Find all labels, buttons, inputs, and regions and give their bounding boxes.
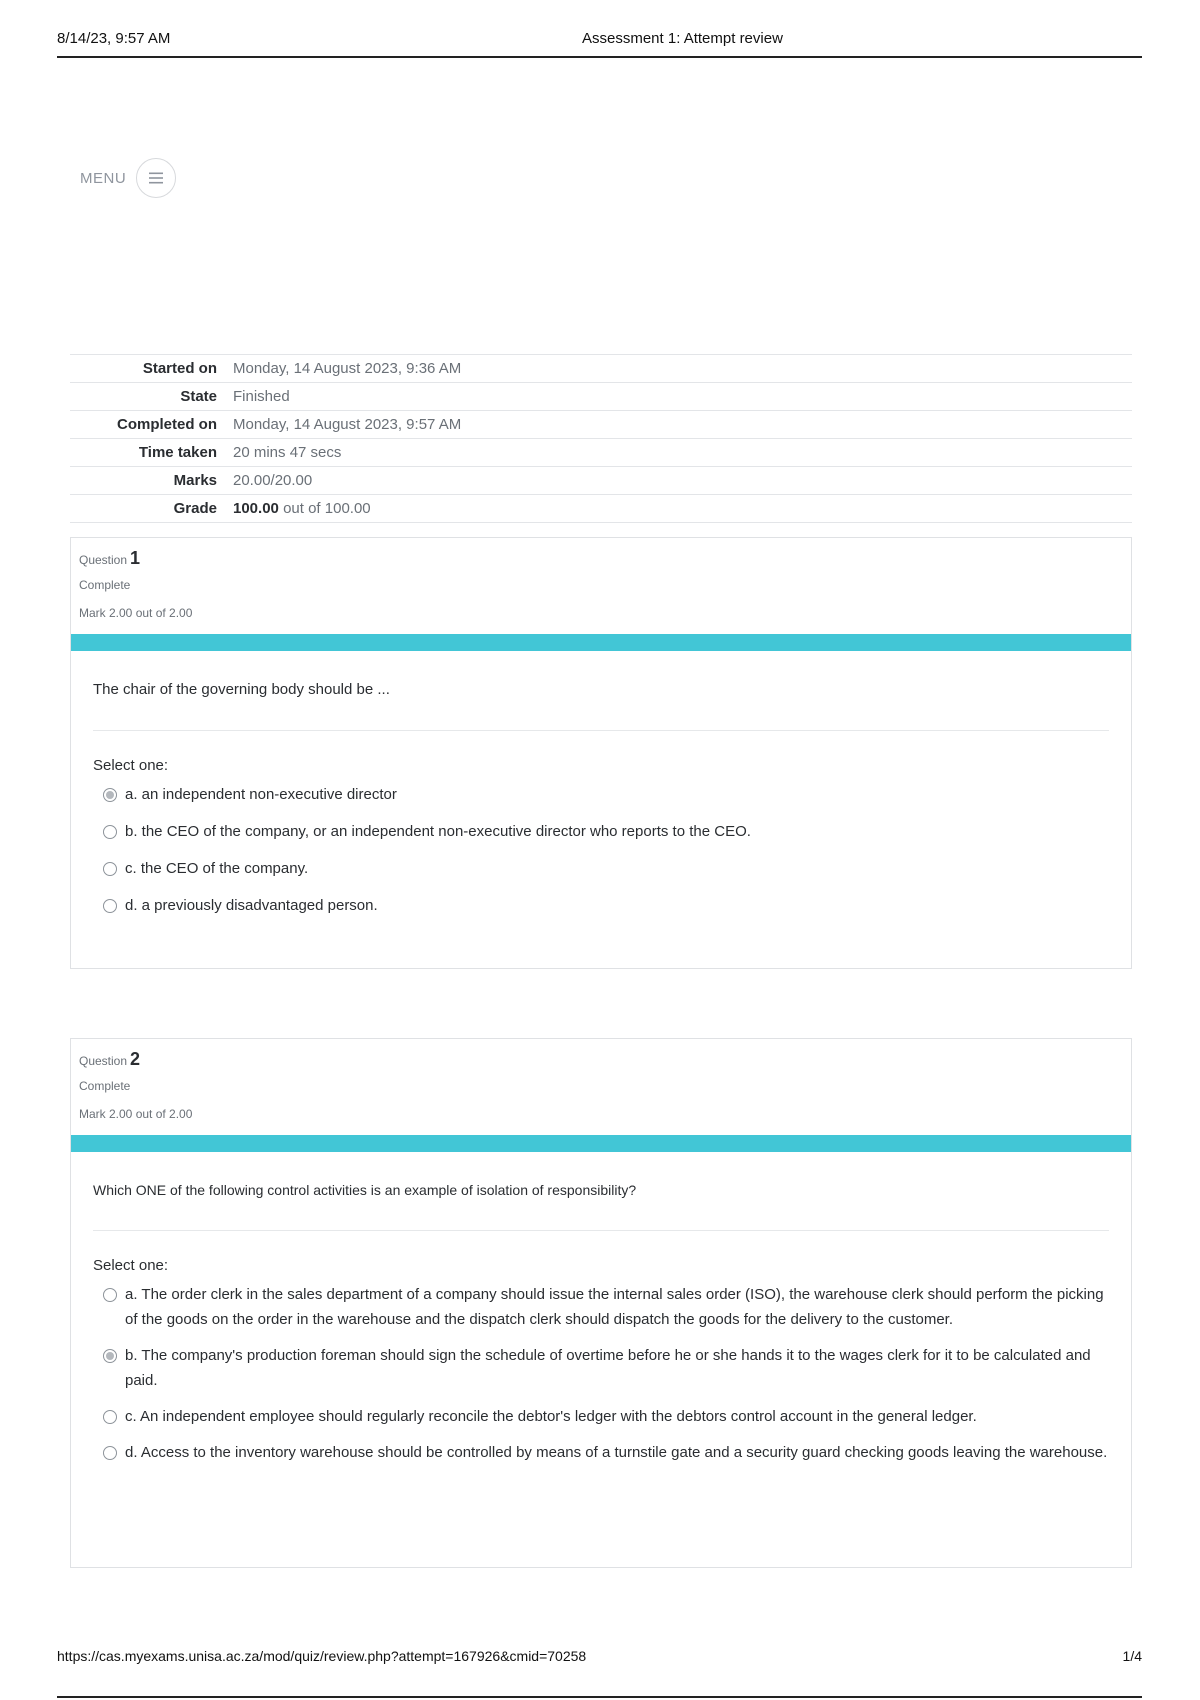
radio-icon[interactable] (103, 825, 117, 839)
question-color-bar (71, 1135, 1131, 1152)
radio-icon[interactable] (103, 1446, 117, 1460)
summary-label: Marks (70, 467, 233, 495)
radio-icon[interactable] (103, 899, 117, 913)
summary-row-started (70, 355, 1132, 383)
question-state: Complete (79, 1079, 131, 1093)
summary-row-state (70, 383, 1132, 411)
question-state: Complete (79, 578, 131, 592)
question-content (71, 651, 1131, 960)
summary-label: Time taken (70, 439, 233, 467)
summary-value: Monday, 14 August 2023, 9:36 AM (233, 355, 1132, 383)
hamburger-icon (148, 172, 164, 184)
summary-row-completed (70, 411, 1132, 439)
answer-text: d. a previously disadvantaged person. (125, 897, 378, 914)
question-number: 2 (130, 1049, 141, 1069)
document-title: Assessment 1: Attempt review (582, 30, 783, 47)
answer-text: d. Access to the inventory warehouse should be controlled by means of a turnstile gate and a security guard checking goods leaving the warehouse. (125, 1444, 1108, 1461)
answer-text: b. The company's production foreman should sign the schedule of overtime before he or she hands it to the wages clerk for it to be calculated and paid. (125, 1347, 1091, 1389)
page-url: https://cas.myexams.unisa.ac.za/mod/quiz/review.php?attempt=167926&cmid=70258 (57, 1648, 587, 1664)
summary-value: 20.00/20.00 (233, 467, 1132, 495)
question-content (71, 1152, 1131, 1506)
question-text: The chair of the governing body should be ... (93, 681, 1109, 731)
select-one-prompt: Select one: (93, 757, 169, 774)
grade-suffix: out of 100.00 (283, 500, 371, 517)
answer-text: b. the CEO of the company, or an independent non-executive director who reports to the CEO. (125, 823, 751, 840)
radio-icon[interactable] (103, 1410, 117, 1424)
summary-label: Grade (70, 495, 233, 523)
radio-selected-icon[interactable] (103, 1349, 117, 1363)
answer-option-a[interactable] (103, 1282, 1109, 1332)
answer-option-d[interactable] (103, 1440, 1109, 1465)
menu-label: MENU (80, 169, 127, 187)
question-1 (70, 537, 1132, 969)
page-number: 1/4 (1122, 1648, 1142, 1664)
question-info (71, 1039, 1131, 1135)
footer-divider (57, 1696, 1142, 1698)
radio-icon[interactable] (103, 1288, 117, 1302)
answer-option-b[interactable] (103, 1343, 1109, 1393)
summary-label: Started on (70, 355, 233, 383)
answer-option-d[interactable] (103, 893, 1109, 918)
print-header (57, 30, 1142, 58)
answer-text: a. an independent non-executive director (125, 786, 397, 803)
grade-value (233, 495, 1132, 523)
print-date: 8/14/23, 9:57 AM (57, 30, 171, 47)
answer-option-a[interactable] (103, 782, 1109, 807)
summary-value: Finished (233, 383, 1132, 411)
radio-icon[interactable] (103, 862, 117, 876)
question-2 (70, 1038, 1132, 1568)
question-mark: Mark 2.00 out of 2.00 (79, 606, 193, 620)
summary-label: Completed on (70, 411, 233, 439)
answer-text: c. the CEO of the company. (125, 860, 309, 877)
answer-list (93, 782, 1109, 918)
summary-value: 20 mins 47 secs (233, 439, 1132, 467)
summary-value: Monday, 14 August 2023, 9:57 AM (233, 411, 1132, 439)
summary-label: State (70, 383, 233, 411)
question-info (71, 538, 1131, 634)
summary-row-time-taken (70, 439, 1132, 467)
question-label: Question (79, 553, 128, 567)
answer-list (93, 1282, 1109, 1465)
question-mark: Mark 2.00 out of 2.00 (79, 1107, 193, 1121)
menu-button[interactable] (136, 158, 176, 198)
summary-row-marks (70, 467, 1132, 495)
question-label: Question (79, 1054, 128, 1068)
question-number: 1 (130, 548, 141, 568)
select-one-prompt: Select one: (93, 1257, 169, 1274)
menu-toggle[interactable] (80, 158, 176, 198)
attempt-summary (70, 354, 1132, 523)
answer-text: a. The order clerk in the sales department of a company should issue the internal sales order (ISO), the warehouse clerk should perform the picking of the goods on the order in the warehouse and the dispatch clerk should dispatch the goods for the delivery to the customer. (125, 1286, 1104, 1328)
question-color-bar (71, 634, 1131, 651)
question-text: Which ONE of the following control activities is an example of isolation of responsibility? (93, 1182, 1109, 1231)
answer-text: c. An independent employee should regularly reconcile the debtor's ledger with the debtors control account in the general ledger. (125, 1408, 977, 1425)
grade-score: 100.00 (233, 500, 279, 517)
answer-option-c[interactable] (103, 856, 1109, 881)
answer-option-c[interactable] (103, 1404, 1109, 1429)
answer-option-b[interactable] (103, 819, 1109, 844)
radio-selected-icon[interactable] (103, 788, 117, 802)
summary-row-grade (70, 495, 1132, 523)
